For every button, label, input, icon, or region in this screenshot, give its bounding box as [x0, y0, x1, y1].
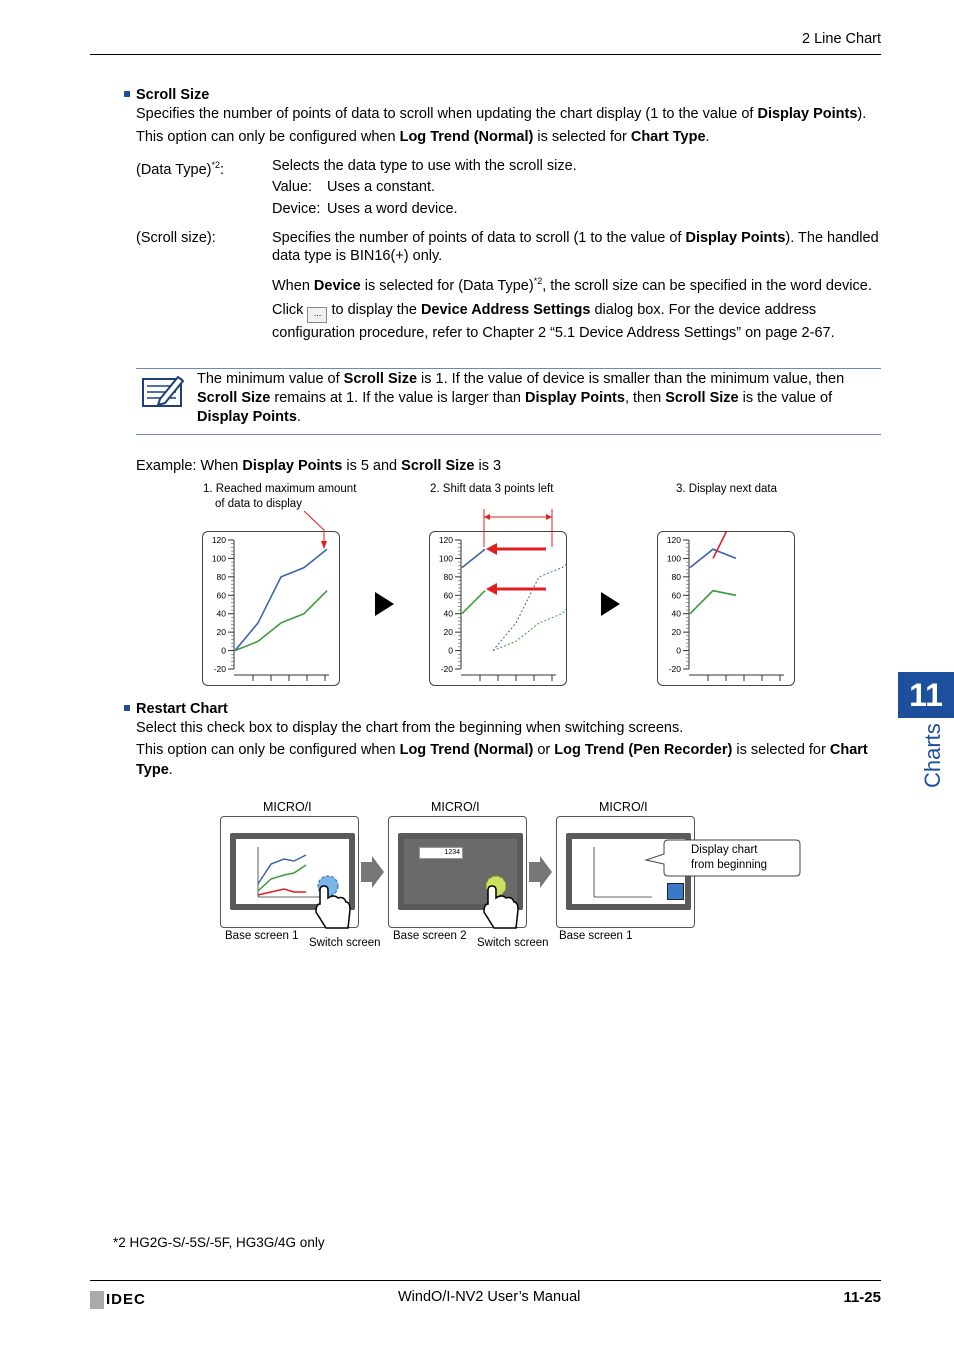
bracket-arrow-right	[546, 514, 552, 520]
y-tick-label: 20	[216, 627, 226, 638]
scroll-size-desc-d: Click ... to display the Device Address Settings dialog box. For the device address	[272, 301, 816, 323]
restart-chart-desc-3: Type.	[136, 762, 173, 778]
y-tick-label: 80	[443, 571, 453, 582]
idec-logo: IDEC	[106, 1291, 146, 1308]
scroll-size-desc-c: When Device is selected for (Data Type)$^{*2}$, the scroll size can be specified in the word device.	[272, 276, 872, 294]
bullet-icon	[124, 705, 130, 711]
scroll-size-desc-e: configuration procedure, refer to Chapter 2 “5.1 Device Address Settings” on page 2-67.	[272, 325, 835, 341]
page-number: 11-25	[843, 1289, 881, 1306]
chart2-caption: 2. Shift data 3 points left	[430, 483, 554, 495]
footer-rule	[90, 1280, 881, 1281]
device-3-caption: Base screen 1	[559, 930, 633, 942]
touch-hand-icon	[484, 876, 518, 928]
bracket-arrow-left	[484, 514, 490, 520]
footnote: *2 HG2G-S/-5S/-5F, HG3G/4G only	[113, 1235, 325, 1250]
data-type-desc: Selects the data type to use with the scroll size.	[272, 158, 577, 174]
data-type-label: (Data Type)$^{*2}$:	[136, 160, 225, 178]
restart-chart-desc-1: Select this check box to display the chart from the beginning when switching screens.	[136, 720, 684, 736]
shift-arrowhead-green	[486, 583, 497, 595]
restart-chart-heading: Restart Chart	[124, 700, 228, 719]
switch-arrow-icon	[361, 856, 384, 888]
y-tick-label: 20	[671, 627, 681, 638]
section-title: 2 Line Chart	[802, 31, 881, 47]
pointer-arrowhead	[321, 541, 327, 549]
y-tick-label: 120	[438, 535, 453, 545]
y-tick-label: 20	[443, 627, 453, 638]
y-tick-label: 0	[448, 645, 453, 656]
chapter-number-tab: 11	[898, 672, 954, 718]
scroll-size-heading: Scroll Size	[124, 86, 209, 105]
value-desc: Uses a constant.	[327, 179, 435, 195]
switch-arrow-icon	[529, 856, 552, 888]
y-tick-label: 100	[666, 553, 681, 564]
y-tick-label: 60	[443, 590, 453, 601]
chart1-caption-1: 1. Reached maximum amount	[203, 483, 357, 495]
y-tick-label: 40	[216, 608, 226, 619]
y-tick-label: 0	[676, 645, 681, 656]
next-step-arrow-icon	[375, 592, 394, 616]
next-step-arrow-icon	[601, 592, 620, 616]
device-2-brand: MICRO/I	[431, 800, 480, 814]
scroll-size-desc-2: This option can only be configured when Log Trend (Normal) is selected for Chart Type.	[136, 129, 710, 145]
device-3-brand: MICRO/I	[599, 800, 648, 814]
numeric-display: 1234	[419, 847, 463, 859]
y-tick-label: 80	[671, 571, 681, 582]
callout-text-2: from beginning	[691, 859, 768, 871]
y-tick-label: 100	[211, 553, 226, 564]
device-label: Device:	[272, 201, 321, 217]
scroll-size-label: (Scroll size):	[136, 230, 216, 246]
browse-button[interactable]: ...	[307, 307, 327, 323]
scroll-size-desc-1: Specifies the number of points of data to scroll when updating the chart display (1 to the value of Display Points).	[136, 106, 867, 122]
idec-logo-mark	[90, 1291, 104, 1309]
note-line-3: Display Points.	[197, 409, 301, 425]
y-tick-label: 60	[216, 590, 226, 601]
manual-title: WindO/I-NV2 User’s Manual	[398, 1289, 581, 1305]
chart3-caption: 3. Display next data	[676, 483, 778, 495]
y-tick-label: 0	[221, 645, 226, 656]
callout-text-1: Display chart	[691, 844, 758, 856]
y-tick-label: 40	[671, 608, 681, 619]
scroll-size-desc-a: Specifies the number of points of data to scroll (1 to the value of Display Points). The handled	[272, 230, 879, 246]
example-text: Example: When Display Points is 5 and Scroll Size is 3	[136, 458, 502, 474]
y-tick-label: 40	[443, 608, 453, 619]
svg-text:Charts: Charts	[920, 723, 945, 788]
device-1-caption: Base screen 1	[225, 930, 299, 942]
switch-caption-1: Switch screen	[309, 937, 381, 949]
y-tick-label: 120	[211, 535, 226, 545]
value-label: Value:	[272, 179, 313, 195]
restart-chart-desc-2: This option can only be configured when Log Trend (Normal) or Log Trend (Pen Recorder) is selected for Chart	[136, 742, 868, 758]
y-tick-label: -20	[440, 664, 453, 674]
device-1-brand: MICRO/I	[263, 800, 312, 814]
y-tick-label: 60	[671, 590, 681, 601]
y-tick-label: -20	[213, 664, 226, 674]
note-line-1: The minimum value of Scroll Size is 1. If the value of device is smaller than the minimum value, then	[197, 371, 845, 387]
y-tick-label: 120	[666, 535, 681, 545]
y-tick-label: -20	[668, 664, 681, 674]
device-desc: Uses a word device.	[327, 201, 458, 217]
device-annotations	[0, 840, 954, 940]
touch-hand-icon	[316, 876, 350, 928]
shift-arrowhead-blue	[486, 543, 497, 555]
y-tick-label: 100	[438, 553, 453, 564]
y-tick-label: 80	[216, 571, 226, 582]
device-2-caption: Base screen 2	[393, 930, 467, 942]
pointer-line	[304, 511, 324, 548]
scroll-size-desc-b: data type is BIN16(+) only.	[272, 248, 443, 264]
chapter-title	[905, 722, 951, 792]
switch-caption-2: Switch screen	[477, 937, 549, 949]
note-line-2: Scroll Size remains at 1. If the value is larger than Display Points, then Scroll Size is the value of	[197, 390, 833, 406]
chart1-caption-2: of data to display	[215, 498, 302, 510]
